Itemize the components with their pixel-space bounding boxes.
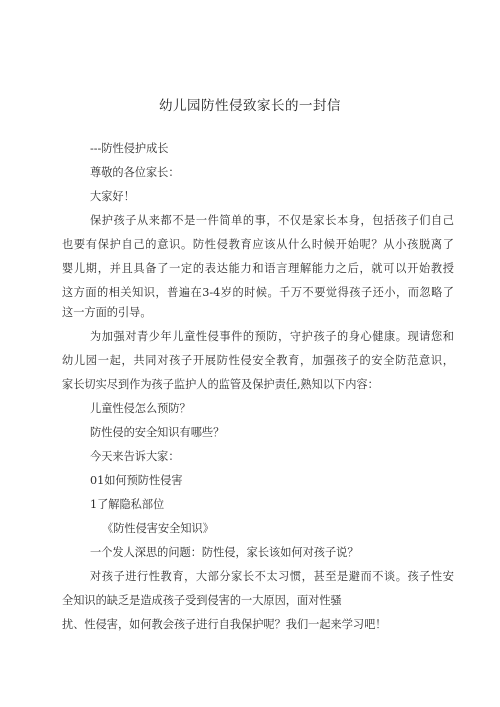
paragraph-line: 这一方面的引导。 <box>62 306 152 319</box>
paragraph-line: 为加强对青少年儿童性侵事件的预防，守护孩子的身心健康。现请您和 <box>90 330 454 343</box>
book-title-line: 《防性侵害安全知识》 <box>102 522 214 535</box>
hello-line: 大家好！ <box>90 190 135 203</box>
question-line: 儿童性侵怎么预防？ <box>90 402 191 415</box>
question-line: 一个发人深思的问题：防性侵，家长该如何对孩子说？ <box>90 546 359 559</box>
paragraph-line: 全知识的缺乏是造成孩子受到侵害的一大原因，面对性骚 <box>62 594 342 607</box>
paragraph-line: 扰、性侵害，如何教会孩子进行自我保护呢？我们一起来学习吧！ <box>62 618 387 631</box>
paragraph-line: 幼儿园一起，共同对孩子开展防性侵安全教育，加强孩子的安全防范意识， <box>62 354 454 367</box>
paragraph-line: 家长切实尽到作为孩子监护人的监管及保护责任,熟知以下内容： <box>62 378 379 391</box>
paragraph-line: 这方面的相关知识，普遍在3-4岁的时候。千万不要觉得孩子还小，而忽略了 <box>62 286 454 299</box>
greeting-line: 尊敬的各位家长： <box>90 166 180 179</box>
paragraph-line: 也要有保护自己的意识。防性侵教育应该从什么时候开始呢？从小孩脱离了 <box>62 238 454 251</box>
subtitle-line: ---防性侵护成长 <box>90 142 169 155</box>
document-title: 幼儿园防性侵致家长的一封信 <box>159 98 341 114</box>
question-line: 防性侵的安全知识有哪些？ <box>90 426 225 439</box>
section-heading: 01如何预防性侵害 <box>90 474 183 487</box>
intro-line: 今天来告诉大家： <box>90 450 180 463</box>
subsection-heading: 1了解隐私部位 <box>90 498 165 511</box>
paragraph-line: 婴儿期，并且具备了一定的表达能力和语言理解能力之后，就可以开始教授 <box>62 262 454 275</box>
paragraph-line: 对孩子进行性教育，大部分家长不太习惯，甚至是避而不谈。孩子性安 <box>90 570 454 583</box>
paragraph-line: 保护孩子从来都不是一件简单的事，不仅是家长本身，包括孩子们自己 <box>90 214 454 227</box>
